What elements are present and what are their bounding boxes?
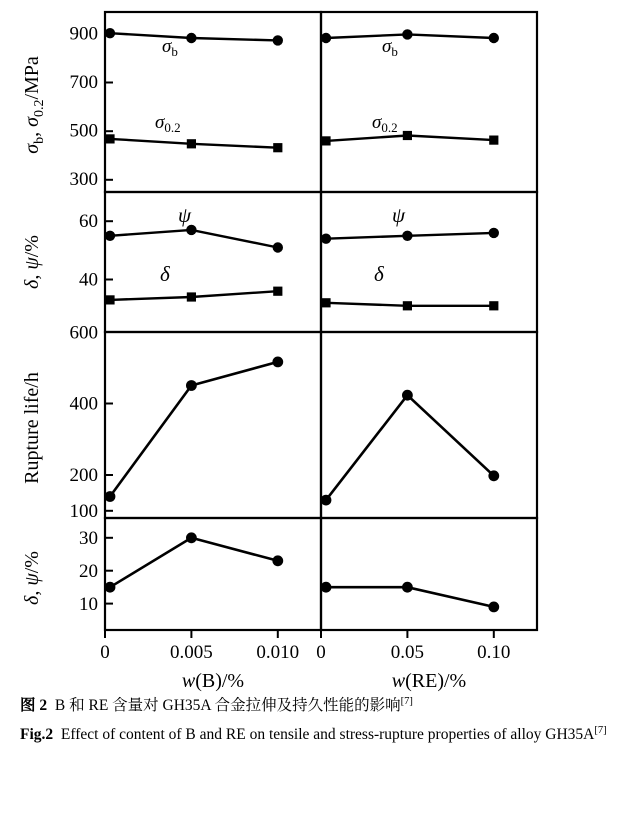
- data-point: [489, 33, 499, 43]
- data-point: [321, 33, 331, 43]
- x-tick-right-005: 0.05: [390, 642, 425, 663]
- caption-en-label: Fig.2: [20, 725, 54, 743]
- caption-cn-ref: [7]: [400, 696, 413, 707]
- panel-1-right-frame: [321, 12, 537, 192]
- data-point: [272, 555, 283, 566]
- data-point: [272, 357, 283, 368]
- x-tick-right-010: 0.10: [477, 642, 511, 663]
- panel-3-ytick-100: 100: [69, 501, 98, 522]
- data-point: [321, 582, 332, 593]
- data-point: [402, 390, 413, 401]
- data-point: [105, 28, 115, 38]
- data-point: [186, 532, 197, 543]
- caption-en-ref: [7]: [594, 724, 607, 736]
- svg-text:Rupture life/h: Rupture life/h: [21, 372, 43, 484]
- data-point: [105, 295, 114, 304]
- panel-2-ytick-40: 40: [79, 269, 98, 291]
- panel-3-left-frame: [105, 332, 321, 518]
- panel-1-ylabel: [21, 56, 47, 154]
- panel-2-ylabel: [21, 235, 43, 289]
- data-point: [186, 380, 197, 391]
- data-point: [187, 139, 196, 148]
- panel-3-ytick-200: 200: [69, 465, 98, 486]
- panel-1-left-annotation-sigma-b: $\sigma_b$: [162, 36, 178, 59]
- data-point: [488, 470, 499, 481]
- panel-1-right-annotation-sigma-b: $\sigma_b$: [382, 36, 398, 59]
- data-point: [403, 301, 412, 310]
- panel-1-left-yticks: [105, 34, 113, 180]
- panel-3-ytick-400: 400: [69, 393, 98, 415]
- data-point: [489, 136, 498, 145]
- data-point: [187, 292, 196, 301]
- data-point: [321, 136, 330, 145]
- panel-1-left-annotation-sigma-02: $\sigma_{0.2}$: [155, 112, 181, 135]
- panel-1-ytick-500: 500: [69, 120, 98, 142]
- panel-2-left-annotation-psi: ψ: [178, 203, 192, 227]
- panel-2-left-annotation-delta: δ: [160, 262, 170, 286]
- x-tick-left-0005: 0.005: [170, 642, 213, 663]
- panel-4-left-series: [110, 538, 278, 587]
- data-point: [105, 491, 116, 502]
- data-point: [273, 35, 283, 45]
- data-point: [321, 298, 330, 307]
- panel-2-left-yticks: [105, 221, 113, 279]
- x-tick-left-0: 0: [100, 642, 110, 663]
- panel-3-ylabel: [21, 372, 43, 484]
- panel-2-ytick-60: 60: [79, 211, 98, 232]
- data-point: [488, 602, 499, 613]
- data-point: [273, 287, 282, 296]
- svg-text:σb, σ0.2/MPa: $\sigma_b$, $\sigma_{0.2}$/MPa: [21, 56, 47, 154]
- panel-4-ytick-20: 20: [79, 561, 98, 582]
- x-axis-label-right: w(RE)/%: [391, 670, 467, 692]
- panel-3-right-series: [326, 395, 494, 500]
- panel-3-right-frame: [321, 332, 537, 518]
- caption-cn-label: 图 2: [20, 697, 48, 715]
- panel-1-ytick-300: 300: [69, 169, 98, 190]
- data-point: [489, 228, 499, 238]
- panel-4-ytick-10: 10: [79, 594, 98, 615]
- data-point: [403, 131, 412, 140]
- data-point: [273, 143, 282, 152]
- figure-caption: [20, 692, 615, 750]
- panel-1-right-annotation-sigma-02: $\sigma_{0.2}$: [372, 112, 398, 135]
- panel-4-left-frame: [105, 518, 321, 630]
- panel-4-right-frame: [321, 518, 537, 630]
- caption-chinese: [20, 692, 615, 721]
- data-point: [402, 582, 413, 593]
- data-point: [105, 134, 114, 143]
- caption-cn-text: B 和 RE 含量对 GH35A 合金拉伸及持久性能的影响: [54, 697, 401, 715]
- panel-3-ytick-600: 600: [69, 322, 98, 344]
- panel-1-ytick-700: 700: [69, 72, 98, 93]
- data-point: [402, 231, 412, 241]
- svg-text:δ, ψ/%: δ, ψ/%: [21, 235, 43, 289]
- data-point: [321, 495, 332, 506]
- panel-2-right-frame: [321, 192, 537, 332]
- panel-3-left-yticks: [105, 332, 113, 511]
- panel-4-left-yticks: [105, 538, 113, 604]
- x-axis-ticks: [105, 630, 494, 638]
- panel-1-ytick-900: 900: [69, 23, 98, 45]
- x-tick-right-0: 0: [316, 642, 326, 663]
- panel-2-left-frame: [105, 192, 321, 332]
- panel-2-right-annotation-psi: ψ: [392, 203, 406, 227]
- data-point: [321, 234, 331, 244]
- x-axis-label-left: w(B)/%: [181, 670, 245, 692]
- data-point: [186, 33, 196, 43]
- panel-2-right-annotation-delta: δ: [374, 262, 384, 286]
- svg-text:δ, ψ/%: δ, ψ/%: [21, 551, 43, 605]
- data-point: [273, 242, 283, 252]
- x-tick-left-0010: 0.010: [256, 642, 300, 663]
- caption-en-text: Effect of content of B and RE on tensile and stress-rupture properties of alloy GH35A: [60, 725, 595, 743]
- data-point: [489, 301, 498, 310]
- panel-4-ylabel: [21, 551, 43, 605]
- panel-4-ytick-30: 30: [79, 528, 98, 549]
- caption-english: [20, 721, 615, 750]
- data-point: [105, 582, 116, 593]
- data-point: [105, 231, 115, 241]
- data-point: [402, 29, 412, 39]
